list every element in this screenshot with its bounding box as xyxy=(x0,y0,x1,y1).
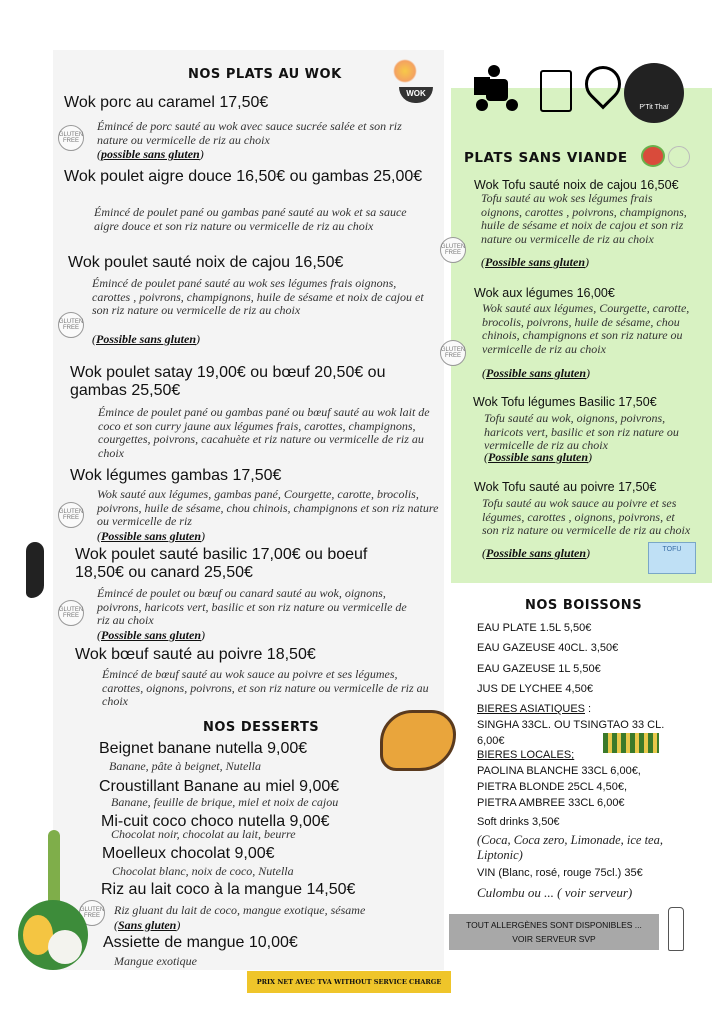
mango-sticky-rice-icon xyxy=(18,830,98,970)
dessert-title: Assiette de mangue 10,00€ xyxy=(103,934,298,951)
drink-line: EAU GAZEUSE 40CL. 3,50€ xyxy=(477,642,619,654)
desserts-heading: NOS DESSERTS xyxy=(203,720,320,735)
takeaway-bag-icon xyxy=(540,70,572,112)
drink-line: PIETRA BLONDE 25CL 4,50€, xyxy=(477,781,627,793)
wok-item-title: Wok poulet sauté noix de cajou 16,50€ xyxy=(68,254,344,271)
wok-item-desc: Émincé de poulet pané sauté au wok ses légumes frais oignons, carottes , poivrons, champignons, huile de sésame et noix de cajou et son riz nature ou vermicelle de riz au choix xyxy=(92,276,424,317)
dessert-desc: Banane, pâte à beignet, Nutella xyxy=(109,759,261,773)
veggie-item-desc: Tofu sauté au wok, oignons, poivrons, haricots vert, basilic et son riz nature ou vermicelle de riz au choix xyxy=(484,411,679,452)
gluten-note: (Possible sans gluten) xyxy=(482,546,591,560)
tofu-icon: TOFU xyxy=(648,542,696,574)
wok-item-title: Wok porc au caramel 17,50€ xyxy=(64,94,269,111)
gluten-free-icon: GLUTEN FREE xyxy=(440,237,466,263)
dessert-title: Mi-cuit coco choco nutella 9,00€ xyxy=(101,813,330,830)
wok-item-desc: Émincé de poulet ou bœuf ou canard sauté au wok, oignons, poivrons, haricots vert, basilic et son riz nature ou vermicelle de riz au choix xyxy=(97,586,407,627)
delivery-scooter-icon xyxy=(472,65,522,113)
wok-bowl-icon: WOK xyxy=(387,55,437,110)
vegetables-icon xyxy=(641,145,665,167)
gluten-note: (Possible sans gluten) xyxy=(484,450,593,464)
drinks-heading: NOS BOISSONS xyxy=(525,598,643,613)
chili-pepper-icon xyxy=(26,542,44,598)
drink-line: JUS DE LYCHEE 4,50€ xyxy=(477,683,593,695)
drink-line: Soft drinks 3,50€ xyxy=(477,816,560,828)
gluten-note: (Possible sans gluten) xyxy=(97,628,206,642)
gluten-note: (Possible sans gluten) xyxy=(481,255,590,269)
drink-line: 6,00€ xyxy=(477,735,505,747)
drink-line: PIETRA AMBREE 33CL 6,00€ xyxy=(477,797,625,809)
dessert-title: Moelleux chocolat 9,00€ xyxy=(102,845,275,862)
veggie-item-title: Wok Tofu légumes Basilic 17,50€ xyxy=(473,395,657,409)
veggie-item-title: Wok Tofu sauté noix de cajou 16,50€ xyxy=(474,178,679,192)
gluten-free-icon: GLUTEN FREE xyxy=(79,900,105,926)
soft-drinks-desc: (Coca, Coca zero, Limonade, ice tea, Liptonic) xyxy=(477,833,663,862)
dessert-title: Riz au lait coco à la mangue 14,50€ xyxy=(101,881,356,898)
beer-bottles-icon xyxy=(603,733,659,753)
price-notice: PRIX NET AVEC TVA WITHOUT SERVICE CHARGE xyxy=(247,971,451,993)
wok-item-desc: Émincé de bœuf sauté au wok sauce au poivre et ses légumes, carottes, oignons, poivrons, et son riz nature ou vermicelle de riz au choix xyxy=(102,667,429,708)
drink-line: SINGHA 33CL. OU TSINGTAO 33 CL. xyxy=(477,719,665,731)
dessert-desc: Riz gluant du lait de coco, mangue exotique, sésame xyxy=(114,903,366,917)
dessert-desc: Mangue exotique xyxy=(114,954,197,968)
gluten-note: (Sans gluten) xyxy=(114,918,181,932)
drink-line: EAU PLATE 1.5L 5,50€ xyxy=(477,622,592,634)
wok-item-title: Wok bœuf sauté au poivre 18,50€ xyxy=(75,646,316,663)
dessert-desc: Chocolat blanc, noix de coco, Nutella xyxy=(112,864,294,878)
veggie-heading: PLATS SANS VIANDE xyxy=(464,150,628,166)
wine-more: Culombu ou ... ( voir serveur) xyxy=(477,885,633,900)
dessert-title: Croustillant Banane au miel 9,00€ xyxy=(99,778,340,795)
gluten-note: (possible sans gluten) xyxy=(97,147,204,161)
wok-item-title: Wok poulet satay 19,00€ ou bœuf 20,50€ ou gambas 25,50€ xyxy=(70,364,386,399)
asian-beer-label: BIERES ASIATIQUES : xyxy=(477,703,592,715)
wok-item-desc: Émincé de porc sauté au wok avec sauce sucrée salée et son riz nature ou vermicelle de riz au choix xyxy=(97,119,402,147)
wok-item-title: Wok poulet aigre douce 16,50€ ou gambas 25,00€ xyxy=(64,168,423,185)
allergen-notice: TOUT ALLERGÈNES SONT DISPONIBLES ... VOIR SERVEUR SVP xyxy=(449,914,659,950)
veggie-item-title: Wok Tofu sauté au poivre 17,50€ xyxy=(474,480,657,494)
gluten-free-icon: GLUTEN FREE xyxy=(58,502,84,528)
gluten-free-icon: GLUTEN FREE xyxy=(58,125,84,151)
veggie-item-desc: Wok sauté aux légumes, Courgette, carotte, brocolis, poivrons, huile de sésame, chou chinois, champignons et son riz nature ou vermicelle de riz au choix xyxy=(482,301,690,356)
wok-item-desc: Wok sauté aux légumes, gambas pané, Courgette, carotte, brocolis, poivrons, huile de sésame, chou chinois, champignons et son riz nature ou vermicelle de riz xyxy=(97,487,439,528)
dessert-desc: Banane, feuille de brique, miel et noix de cajou xyxy=(111,795,339,809)
gluten-note: (Possible sans gluten) xyxy=(482,366,591,380)
pttit-thai-logo: P'Tit Thaï xyxy=(624,63,684,123)
banana-dessert-icon xyxy=(380,710,456,771)
wok-heading: NOS PLATS AU WOK xyxy=(188,67,342,82)
wok-item-title: Wok poulet sauté basilic 17,00€ ou boeuf 18,50€ ou canard 25,50€ xyxy=(75,546,368,581)
gluten-free-icon: GLUTEN FREE xyxy=(58,600,84,626)
gluten-note: (Possible sans gluten) xyxy=(92,332,201,346)
veggie-item-title: Wok aux légumes 16,00€ xyxy=(474,286,615,300)
gluten-free-icon: GLUTEN FREE xyxy=(440,340,466,366)
veggie-item-desc: Tofu sauté au wok ses légumes frais oignons, carottes , poivrons, champignons, huile de sésame et noix de cajou et son riz nature ou vermicelle de riz au choix xyxy=(481,191,687,246)
wok-item-desc: Émincé de poulet pané ou gambas pané sauté au wok et sa sauce aigre douce et son riz nature ou vermicelle de riz au choix xyxy=(94,205,407,233)
wine-bottle-icon xyxy=(668,907,684,951)
gluten-free-icon: GLUTEN FREE xyxy=(58,312,84,338)
veggie-item-desc: Tofu sauté au wok sauce au poivre et ses légumes, carottes , oignons, poivrons, et son riz nature ou vermicelle de riz au choix xyxy=(482,496,691,537)
no-meat-icon xyxy=(668,146,690,168)
dessert-title: Beignet banane nutella 9,00€ xyxy=(99,740,308,757)
wok-item-title: Wok légumes gambas 17,50€ xyxy=(70,467,282,484)
dessert-desc: Chocolat noir, chocolat au lait, beurre xyxy=(111,827,296,841)
local-beer-label: BIERES LOCALES; xyxy=(477,749,575,761)
gluten-note: (Possible sans gluten) xyxy=(97,529,206,543)
wok-item-desc: Émince de poulet pané ou gambas pané ou bœuf sauté au wok lait de coco et son curry jaune aux légumes frais, carottes, champignons, courgettes, poivrons, cacahuète et riz nature ou vermicelle de riz au choix xyxy=(98,405,430,460)
drink-line: EAU GAZEUSE 1L 5,50€ xyxy=(477,663,601,675)
drink-line: PAOLINA BLANCHE 33CL 6,00€, xyxy=(477,765,641,777)
drink-line: VIN (Blanc, rosé, rouge 75cl.) 35€ xyxy=(477,867,643,879)
